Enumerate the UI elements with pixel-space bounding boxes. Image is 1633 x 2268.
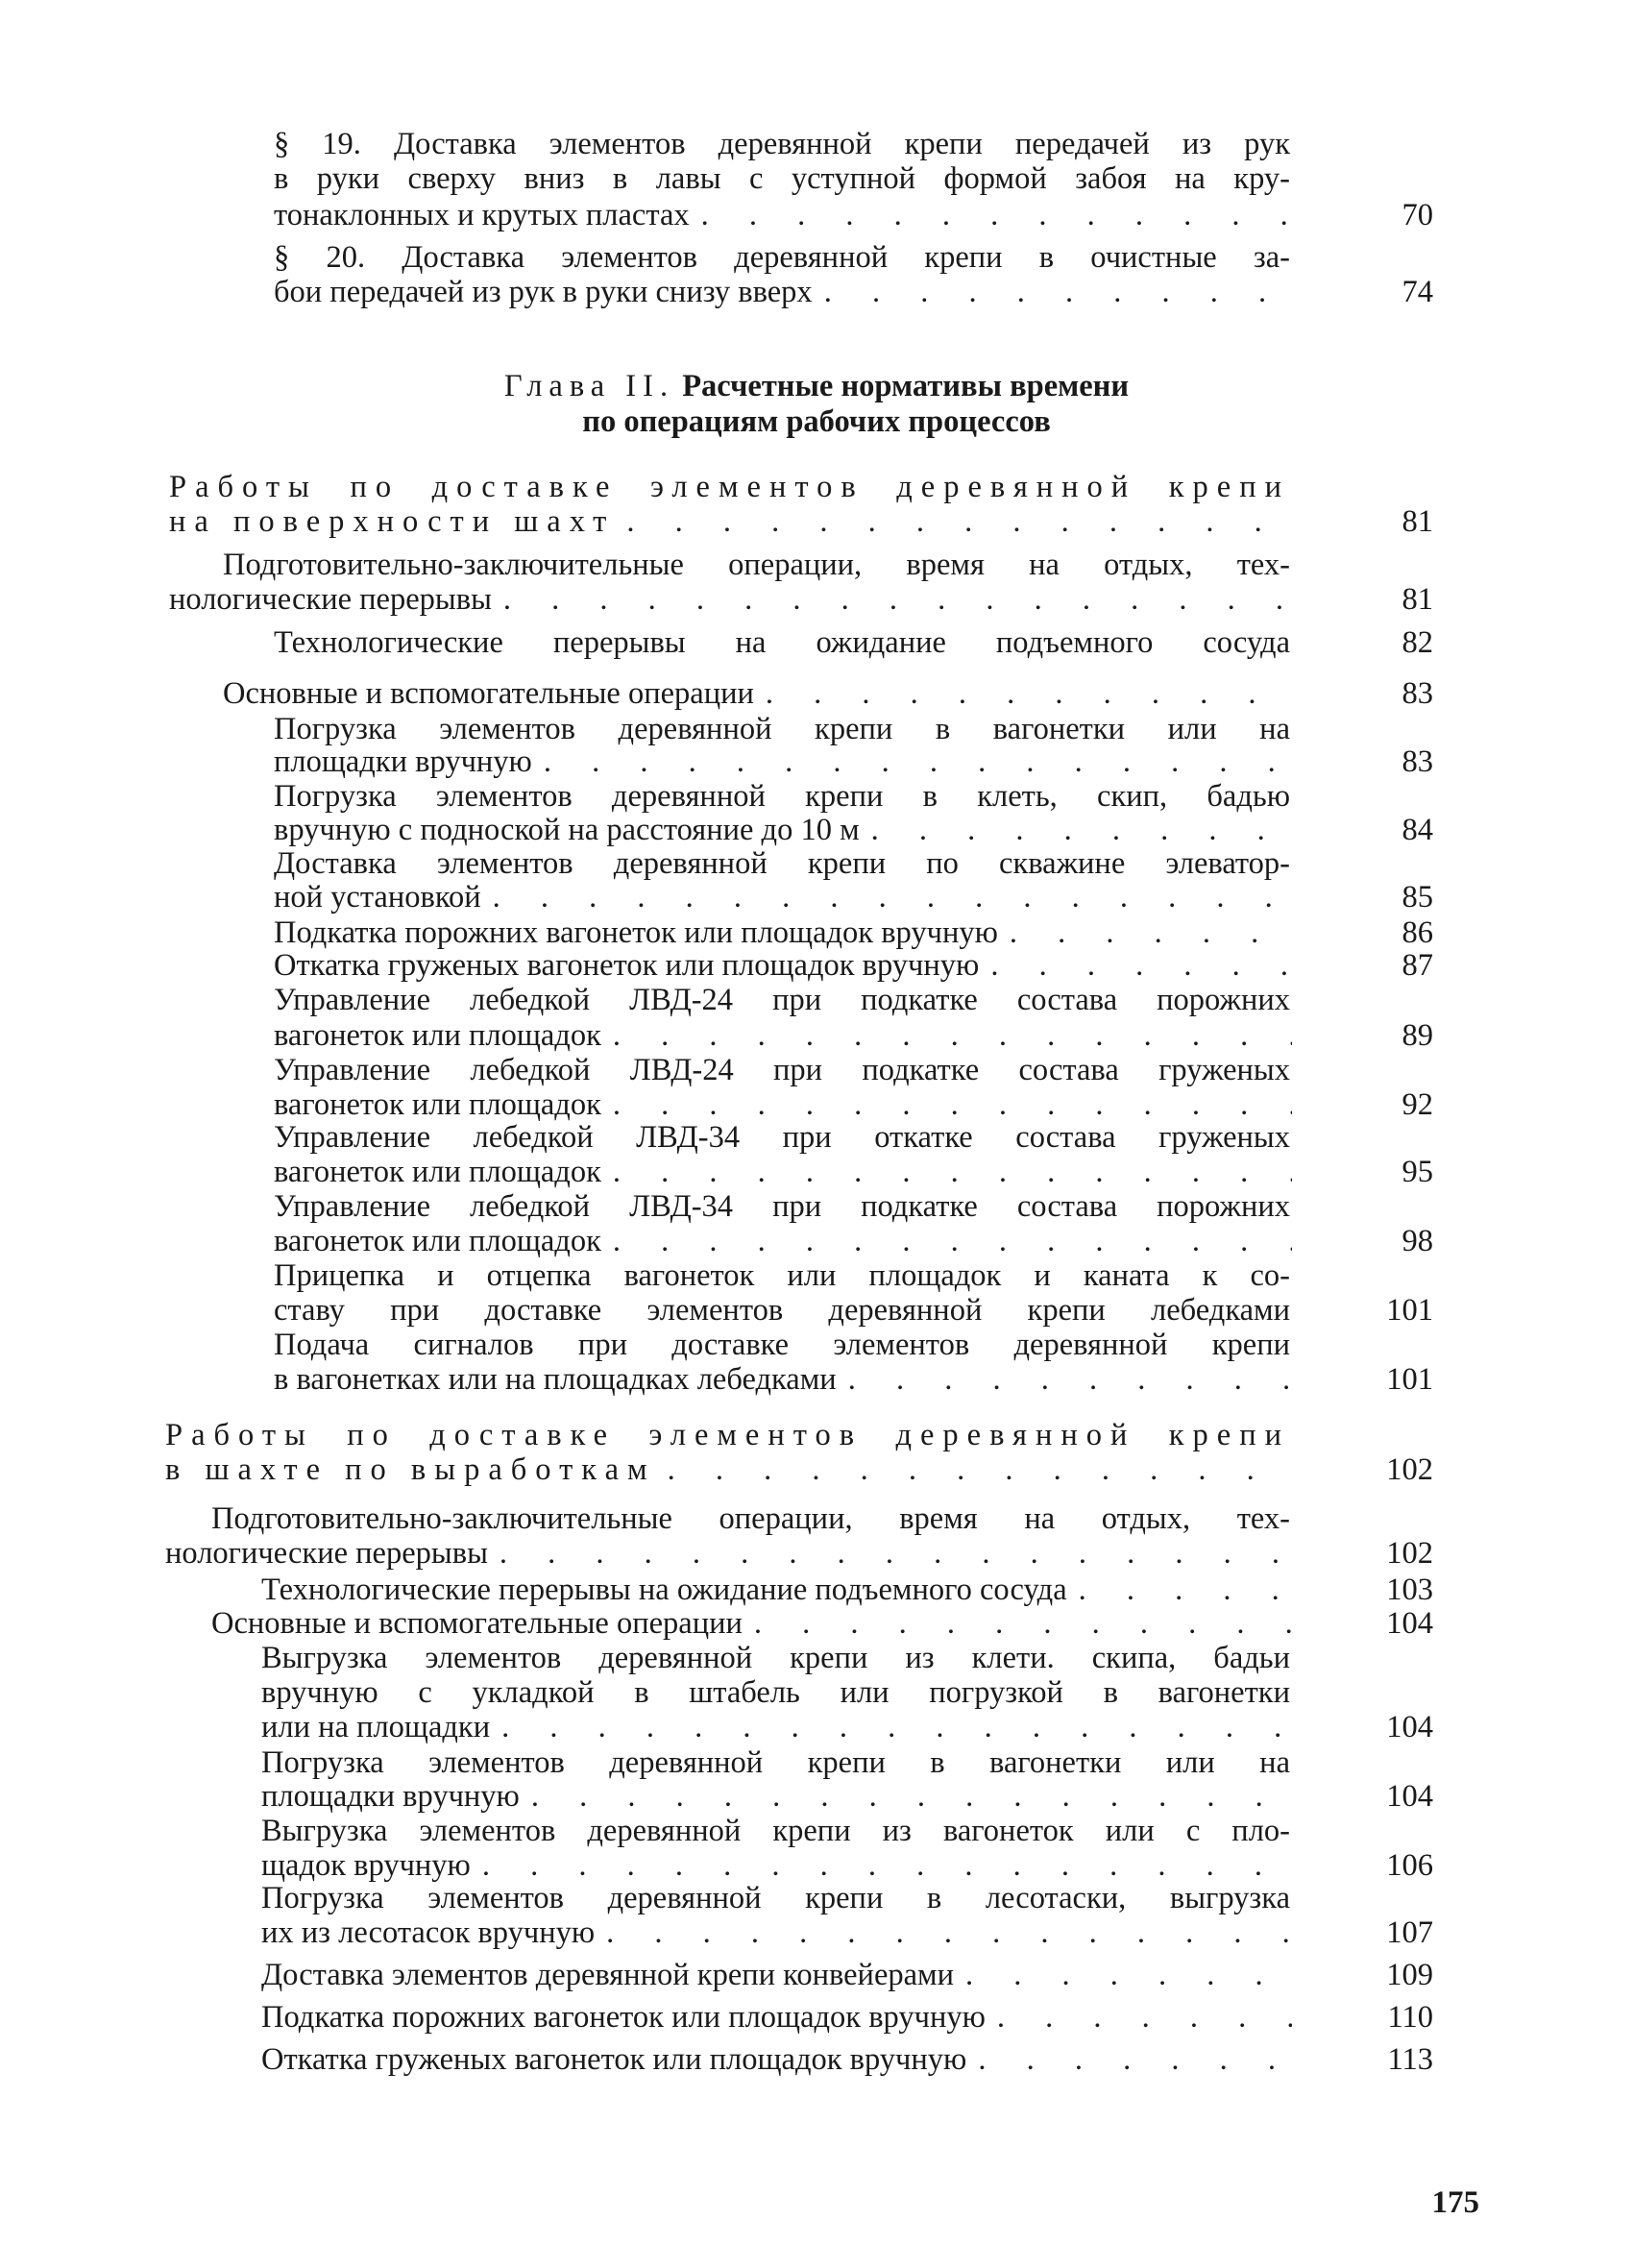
toc-page-ref: 92: [1401, 1087, 1433, 1122]
toc-entry-line: Погрузка элементов деревянной крепи в лесотаски, выгрузка: [261, 1881, 1290, 1915]
leader-dots: [979, 948, 1292, 983]
toc-entry-line: вручную с укладкой в штабель или погрузкой в вагонетки: [261, 1675, 1290, 1710]
leader-dots: [481, 880, 1292, 915]
toc-entry-line: Основные и вспомогательные операции: [223, 676, 754, 711]
toc-entry-line: тонаклонных и крутых пластах: [274, 198, 690, 232]
leader-dots: [860, 813, 1292, 847]
toc-page-ref: 87: [1401, 948, 1433, 983]
toc-page-ref: 86: [1401, 915, 1433, 950]
toc-entry-line: или на площадки: [261, 1710, 491, 1744]
toc-entry-line: площадки вручную: [274, 744, 532, 779]
leader-dots: [743, 1606, 1292, 1641]
toc-entry-line: вагонеток или площадок: [274, 1087, 601, 1122]
toc-entry-line: § 19. Доставка элементов деревянной крепи передачей из рук: [274, 127, 1290, 161]
toc-page-ref: 81: [1401, 504, 1433, 539]
leader-dots: [615, 504, 1291, 539]
toc-entry-line: Подкатка порожних вагонеток или площадок вручную: [261, 2000, 986, 2035]
chapter-title-line2: по операциям рабочих процессов: [582, 404, 1051, 439]
leader-dots: [1067, 1573, 1292, 1607]
toc-page-ref: 83: [1401, 744, 1433, 779]
toc-entry-line: вагонеток или площадок: [274, 1155, 601, 1189]
toc-page-ref: 101: [1386, 1293, 1433, 1328]
toc-entry-line: Подача сигналов при доставке элементов деревянной крепи: [274, 1328, 1290, 1362]
toc-entry-line: Управление лебедкой ЛВД-34 при подкатке состава порожних: [274, 1189, 1290, 1224]
toc-page-ref: 81: [1401, 582, 1433, 617]
leader-dots: [837, 1362, 1292, 1397]
toc-entry-line: их из лесотасок вручную: [261, 1915, 596, 1950]
toc-entry-line: Технологические перерывы на ожидание подъемного сосуда: [261, 1573, 1067, 1607]
toc-entry-line: Подготовительно-заключительные операции, время на отдых, тех-: [211, 1501, 1290, 1536]
toc-entry-line: вручную с подноской на расстояние до 10 м: [274, 813, 860, 847]
chapter-subtitle: [0, 404, 1633, 440]
toc-page-ref: 106: [1386, 1848, 1433, 1883]
chapter-title-line1: Расчетные нормативы времени: [682, 369, 1130, 403]
leader-dots: [601, 1087, 1292, 1122]
toc-entry-line: Основные и вспомогательные операции: [211, 1606, 743, 1641]
leader-dots: [601, 1224, 1292, 1258]
toc-page-ref: 113: [1387, 2042, 1433, 2077]
toc-entry-line: ной установкой: [274, 880, 481, 915]
chapter-heading: [0, 369, 1633, 404]
toc-entry-line: Выгрузка элементов деревянной крепи из клети. скипа, бадьи: [261, 1641, 1290, 1675]
leader-dots: [690, 198, 1292, 232]
toc-page-ref: 107: [1386, 1915, 1433, 1950]
page-number: 175: [1431, 2185, 1479, 2220]
toc-entry-line: Откатка груженых вагонеток или площадок вручную: [261, 2042, 967, 2077]
toc-entry-line: в вагонетках или на площадках лебедками: [274, 1362, 837, 1397]
leader-dots: [954, 1958, 1292, 1992]
section-heading-line: на поверхности шахт: [169, 504, 616, 539]
toc-entry-line: Доставка элементов деревянной крепи по скважине элеватор-: [274, 846, 1290, 881]
toc-entry-line: Прицепка и отцепка вагонеток или площадок и каната к со-: [274, 1258, 1290, 1293]
toc-page-ref: 104: [1386, 1710, 1433, 1744]
chapter-label: Глава II.: [503, 369, 675, 403]
toc-entry-line: площадки вручную: [261, 1779, 520, 1814]
toc-entry-line: Управление лебедкой ЛВД-34 при откатке состава груженых: [274, 1120, 1290, 1155]
toc-page-ref: 104: [1386, 1779, 1433, 1814]
toc-entry-line: Погрузка элементов деревянной крепи в вагонетки или на: [261, 1745, 1290, 1780]
section-heading-line: Работы по доставке элементов деревянной крепи: [169, 470, 1290, 504]
toc-entry-line: Погрузка элементов деревянной крепи в вагонетки или на: [274, 712, 1290, 746]
toc-page-ref: 85: [1401, 880, 1433, 915]
toc-page-ref: 82: [1401, 625, 1433, 660]
toc-page-ref: 102: [1386, 1536, 1433, 1571]
toc-page-ref: 70: [1401, 198, 1433, 232]
toc-entry-line: нологические перерывы: [165, 1536, 488, 1571]
toc-entry-line: вагонеток или площадок: [274, 1018, 601, 1053]
leader-dots: [520, 1779, 1292, 1814]
leader-dots: [532, 744, 1292, 779]
leader-dots: [492, 582, 1291, 617]
toc-entry-line: § 20. Доставка элементов деревянной крепи в очистные за-: [274, 240, 1290, 275]
toc-page-ref: 89: [1401, 1018, 1433, 1053]
toc-page-ref: 103: [1386, 1573, 1433, 1607]
toc-page-ref: 101: [1386, 1362, 1433, 1397]
section-heading-line: в шахте по выработкам: [165, 1452, 656, 1487]
toc-entry-line: Подкатка порожних вагонеток или площадок вручную: [274, 915, 998, 950]
toc-entry-line: Выгрузка элементов деревянной крепи из вагонеток или с пло-: [261, 1814, 1290, 1848]
toc-entry-line: вагонеток или площадок: [274, 1224, 601, 1258]
toc-page-ref: 95: [1401, 1155, 1433, 1189]
leader-dots: [656, 1452, 1292, 1487]
toc-entry-line: Погрузка элементов деревянной крепи в клеть, скип, бадью: [274, 779, 1290, 814]
leader-dots: [754, 676, 1291, 711]
section-heading-line: Работы по доставке элементов деревянной крепи: [165, 1418, 1290, 1452]
toc-entry-line: Откатка груженых вагонеток или площадок вручную: [274, 948, 980, 983]
leader-dots: [813, 275, 1292, 309]
toc-entry-line: Управление лебедкой ЛВД-24 при подкатке состава груженых: [274, 1053, 1290, 1087]
toc-page-ref: 102: [1386, 1452, 1433, 1487]
toc-entry-line: щадок вручную: [261, 1848, 471, 1883]
leader-dots: [488, 1536, 1292, 1571]
toc-entry-line: Подготовительно-заключительные операции, время на отдых, тех-: [223, 548, 1290, 582]
toc-page-ref: 84: [1401, 813, 1433, 847]
toc-entry-line: Доставка элементов деревянной крепи конвейерами: [261, 1958, 954, 1992]
leader-dots: [998, 915, 1292, 950]
leader-dots: [601, 1155, 1292, 1189]
toc-entry-line: бои передачей из рук в руки снизу вверх: [274, 275, 813, 309]
toc-entry-line: Технологические перерывы на ожидание подъемного сосуда: [274, 625, 1290, 660]
toc-entry-line: в руки сверху вниз в лавы с уступной формой забоя на кру-: [274, 161, 1290, 196]
leader-dots: [595, 1915, 1292, 1950]
toc-entry-line: нологические перерывы: [169, 582, 492, 617]
leader-dots: [471, 1848, 1292, 1883]
leader-dots: [986, 2000, 1292, 2035]
toc-page-ref: 98: [1401, 1224, 1433, 1258]
toc-page-ref: 104: [1386, 1606, 1433, 1641]
toc-entry-line: Управление лебедкой ЛВД-24 при подкатке состава порожних: [274, 983, 1290, 1017]
toc-page-ref: 110: [1387, 2000, 1433, 2035]
leader-dots: [966, 2042, 1292, 2077]
toc-entry-line: ставу при доставке элементов деревянной крепи лебедками: [274, 1293, 1290, 1328]
toc-page-ref: 74: [1401, 275, 1433, 309]
leader-dots: [490, 1710, 1292, 1744]
toc-page-ref: 83: [1401, 676, 1433, 711]
leader-dots: [601, 1018, 1292, 1053]
toc-page-ref: 109: [1386, 1958, 1433, 1992]
